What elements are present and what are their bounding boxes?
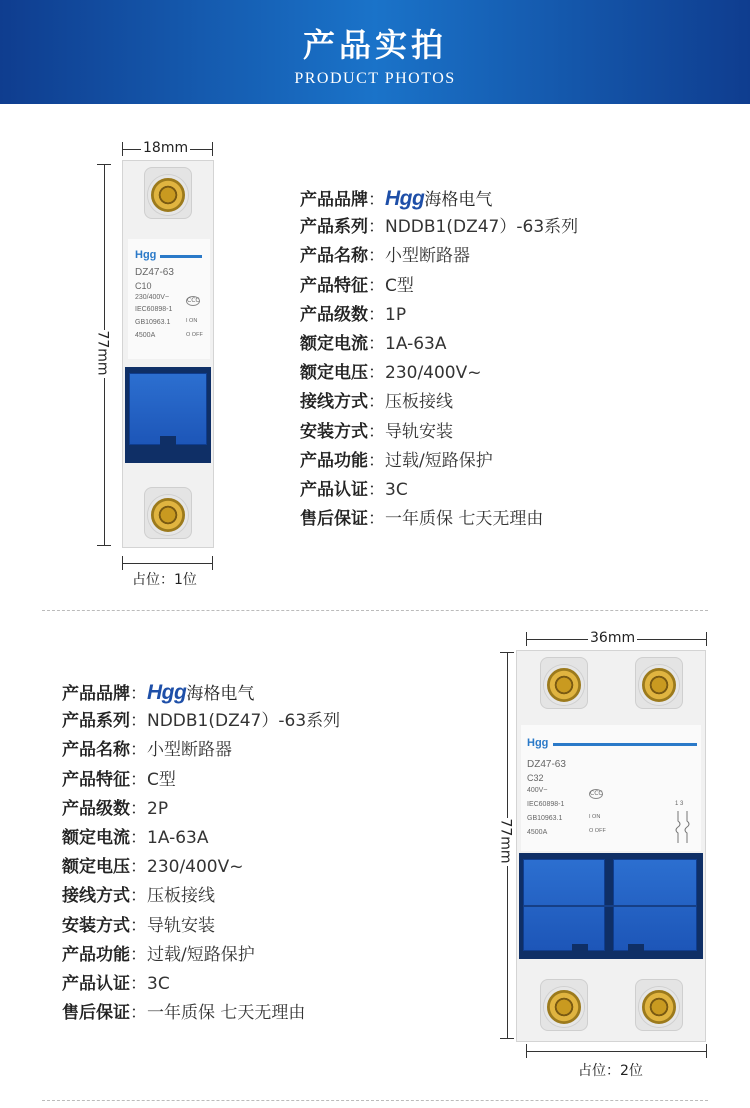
spec-row-brand: 产品品牌：Hgg海格电气 [300,187,493,210]
spec-row: 产品级数：2P [62,798,169,819]
device-label: Hgg DZ47-63 C10 230/400V~ CCC IEC60898-1 GB10963.1 I ON 4500A O OFF [128,239,210,359]
spec-row: 产品功能：过载/短路保护 [300,450,493,471]
device-label: Hgg DZ47-63 C32 400V~ CCC IEC60898-1 GB10963.1 I ON 4500A O OFF 1 3 [521,725,701,851]
spec-row: 售后保证：一年质保 七天无理由 [300,509,544,530]
spec-row: 产品认证：3C [300,479,408,500]
spec-row: 产品功能：过载/短路保护 [62,944,255,965]
spec-row: 售后保证：一年质保 七天无理由 [62,1003,306,1024]
spec-row: 额定电压：230/400V~ [62,857,244,878]
banner-subtitle: PRODUCT PHOTOS [294,70,456,87]
breaker-1p-body [122,160,214,548]
toggle-handle [129,373,207,445]
spec-row: 安装方式：导轨安装 [300,421,453,442]
spec-row: 产品认证：3C [62,973,170,994]
slot-label: 占位：2位 [578,1063,643,1079]
banner-title: 产品实拍 [302,26,447,64]
spec-row: 接线方式：压板接线 [62,886,215,907]
slot-label: 占位：1位 [132,572,197,588]
terminal-screw-icon [148,495,188,535]
ccc-mark-icon: CCC [590,790,603,797]
breaker-2p-body [516,650,706,1042]
brand-logo: Hgg [385,187,425,210]
spec-row: 额定电压：230/400V~ [300,363,482,384]
width-label: 18mm [143,140,189,156]
product-1p-spec-list [300,184,578,534]
terminal-screw-icon [639,987,679,1027]
spec-row: 产品级数：1P [300,304,407,325]
spec-row: 额定电流：1A-63A [300,333,447,354]
height-label: 77mm [497,818,514,864]
spec-row: 额定电流：1A-63A [62,827,209,848]
brand-logo: Hgg [147,681,187,704]
section-divider [42,610,708,611]
spec-row: 产品特征：C型 [62,769,176,790]
terminal-screw-icon [544,987,584,1027]
terminal-screw-icon [148,175,188,215]
section-divider [42,1100,708,1101]
terminal-screw-icon [544,665,584,705]
circuit-symbol-icon [673,811,693,843]
spec-row: 产品系列：NDDB1(DZ47）-63系列 [62,711,341,732]
spec-row: 接线方式：压板接线 [300,392,453,413]
spec-row: 产品名称：小型断路器 [62,740,232,761]
width-label: 36mm [590,630,636,646]
spec-row: 安装方式：导轨安装 [62,915,215,936]
spec-row: 产品特征：C型 [300,275,414,296]
terminal-screw-icon [639,665,679,705]
spec-row: 产品名称：小型断路器 [300,246,470,267]
product-2p-spec-list [62,678,340,1028]
ccc-mark-icon: CCC [187,297,200,304]
spec-row-brand: 产品品牌：Hgg海格电气 [62,681,255,704]
spec-row: 产品系列：NDDB1(DZ47）-63系列 [300,217,579,238]
height-label: 77mm [94,330,111,376]
header-banner [0,0,750,104]
